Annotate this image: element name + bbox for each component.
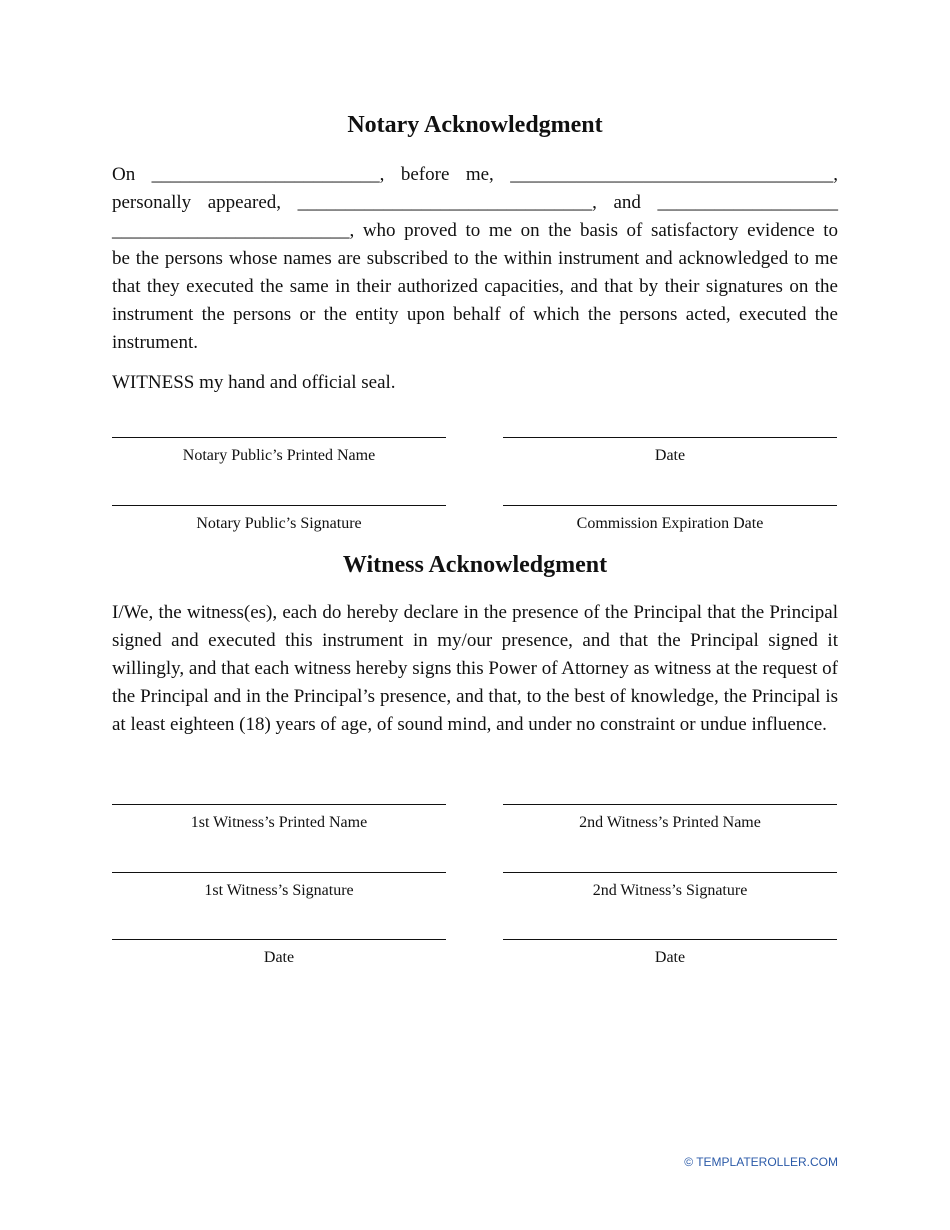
signature-line (503, 437, 837, 438)
second-witness-printed-name-label: 2nd Witness’s Printed Name (579, 814, 761, 831)
commission-expiration-field (503, 505, 837, 533)
signature-line (112, 804, 446, 805)
second-witness-date-label: Date (654, 949, 686, 966)
witness-seal-statement: WITNESS my hand and official seal. (112, 372, 396, 393)
second-witness-printed-name-field (503, 804, 837, 832)
signature-line (503, 939, 837, 940)
first-witness-signature-label: 1st Witness’s Signature (204, 882, 354, 899)
witness-body: I/We, the witness(es), each do hereby declare in the presence of the Principal that the Principal signed and executed this instrument in my/our presence, and that the Principal signed it willingly, and that each witness hereby signs this Power of Attorney as witness at the request of the Principal and in the Principal’s presence, and that, to the best of knowledge, the Principal is at least eighteen (18) years of age, of sound mind, and under no constraint or undue influence. (112, 602, 838, 735)
witness-title: Witness Acknowledgment (342, 552, 608, 578)
signature-line (503, 505, 837, 506)
first-witness-signature-field (112, 872, 446, 900)
signature-line (503, 872, 837, 873)
second-witness-signature-label: 2nd Witness’s Signature (592, 882, 748, 899)
commission-expiration-label: Commission Expiration Date (576, 515, 764, 532)
notary-paragraph (112, 161, 838, 357)
notary-printed-name-label: Notary Public’s Printed Name (182, 447, 376, 464)
signature-line (112, 505, 446, 506)
first-witness-date-label: Date (263, 949, 295, 966)
notary-printed-name-field (112, 437, 446, 465)
notary-line-1: On ________________________, before me, __________________________________, (112, 164, 838, 185)
notary-signature-field (112, 505, 446, 533)
signature-line (503, 804, 837, 805)
signature-line (112, 872, 446, 873)
notary-date-field (503, 437, 837, 465)
first-witness-date-field (112, 939, 446, 967)
notary-date-label: Date (654, 447, 686, 464)
notary-body: be the persons whose names are subscribed to the within instrument and acknowledged to me that they executed the same in their authorized capacities, and that by their signatures on the instrument the persons or the entity upon behalf of which the persons acted, executed the instrument. (112, 248, 838, 353)
first-witness-printed-name-field (112, 804, 446, 832)
signature-line (112, 437, 446, 438)
notary-line-3: _________________________, who proved to me on the basis of satisfactory evidence to (112, 220, 838, 241)
first-witness-printed-name-label: 1st Witness’s Printed Name (190, 814, 368, 831)
second-witness-date-field (503, 939, 837, 967)
second-witness-signature-field (503, 872, 837, 900)
notary-line-2: personally appeared, _______________________________, and ___________________ (112, 192, 838, 213)
notary-title: Notary Acknowledgment (347, 112, 603, 138)
notary-signature-label: Notary Public’s Signature (196, 515, 362, 532)
signature-line (112, 939, 446, 940)
templateroller-link[interactable]: © TEMPLATEROLLER.COM (684, 1155, 838, 1169)
